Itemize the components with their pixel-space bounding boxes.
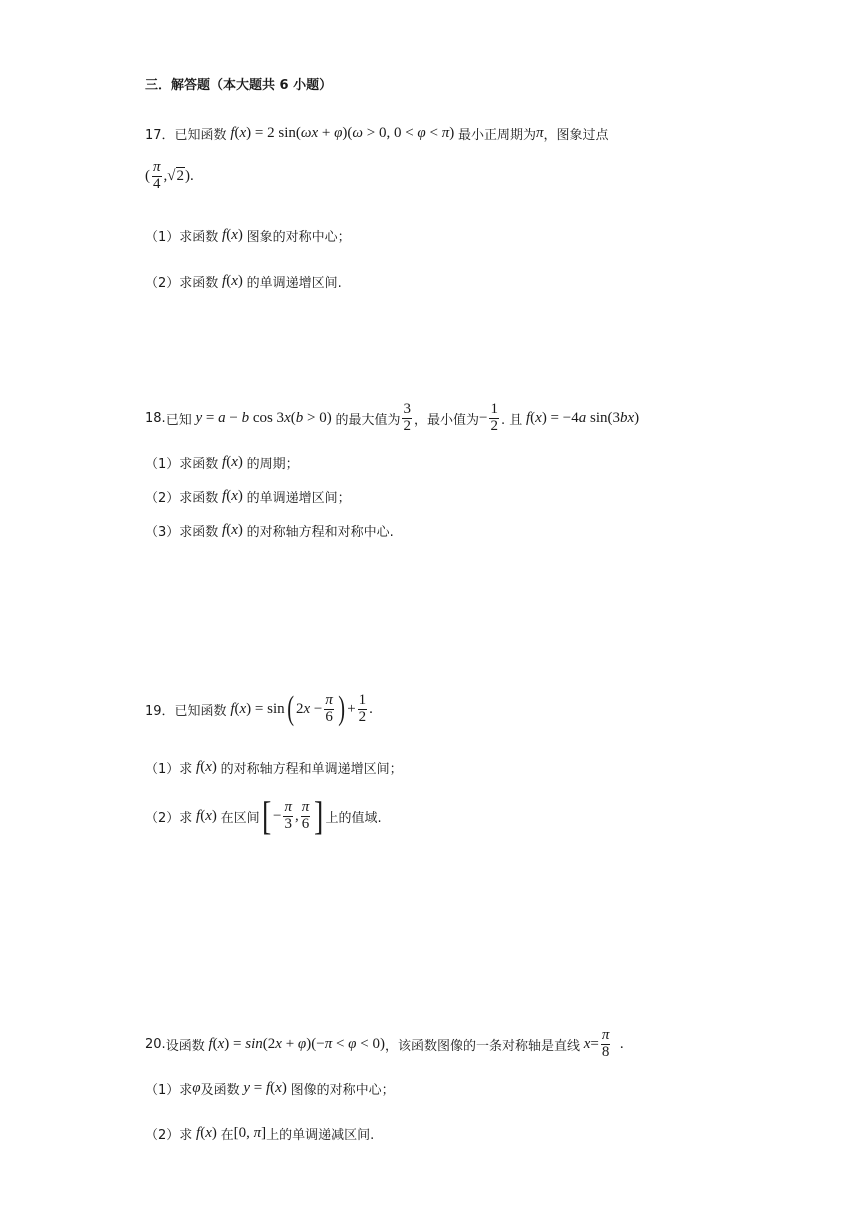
question-20-part-1: [145, 1079, 395, 1098]
q19-one-half: $\frac{1}{2}$: [358, 691, 367, 725]
q19-part-2-lead: （2）求: [145, 810, 193, 826]
q20-interval: [0, π]: [233, 1125, 267, 1141]
q18-minus-sign: −: [478, 409, 488, 426]
q17-part-1-fx: f(x): [222, 227, 247, 243]
q19-right-paren: ): [338, 690, 345, 727]
q18-part-2-lead: （2）求函数: [145, 491, 219, 506]
q17-function-formula: f(x) = 2 sin(ωx + φ)(ω > 0, 0 < φ < π): [230, 125, 458, 141]
question-19-number: 19．: [145, 703, 175, 719]
q20-part-1-lead: （1）求: [145, 1083, 193, 1098]
q17-sqrt-2: √2: [167, 167, 184, 184]
q19-right-bracket: ]: [314, 793, 324, 838]
q19-interval-pi-over-6: $\frac{\pi}{6}$: [301, 798, 310, 832]
q18-min-value: $\frac{1}{2}$: [490, 401, 498, 434]
q19-part-1-lead: （1）求: [145, 762, 193, 777]
question-17-point: [145, 160, 194, 193]
q19-plus: +: [347, 700, 356, 717]
q20-equals-sign: =: [590, 1035, 599, 1052]
q19-2x-minus: 2x −: [295, 700, 323, 717]
question-20-lead: 设函数: [165, 1038, 205, 1054]
question-18-part-3: [145, 521, 394, 540]
q17-part-1-tail: 图象的对称中心；: [246, 230, 351, 245]
question-18-part-2: [145, 487, 351, 506]
question-18-number: 18.: [145, 410, 166, 426]
q18-part-3-tail: 的对称轴方程和对称中心.: [246, 525, 394, 540]
q20-formula: f(x) = sin(2x + φ)(−π < φ < 0): [208, 1035, 385, 1052]
question-17-lead: 已知函数: [174, 128, 227, 143]
q20-part-1-mid: 及函数: [200, 1083, 240, 1098]
question-18-max-text: 的最大值为: [335, 412, 401, 428]
q19-part-1-tail: 的对称轴方程和单调递增区间；: [220, 762, 403, 777]
q18-part-1-tail: 的周期；: [246, 457, 299, 472]
section-title-text: 三．解答题（本大题共 6 小题）: [145, 78, 333, 93]
question-18-part-1: [145, 453, 299, 472]
q19-interval-minus: −: [272, 807, 282, 824]
q17-part-2-lead: （2）求函数: [145, 276, 219, 291]
question-18-stem: [145, 402, 639, 435]
question-20-mid: ，该函数图像的一条对称轴是直线: [384, 1038, 580, 1054]
question-20-number: 20.: [145, 1036, 166, 1052]
q20-period: .: [612, 1035, 624, 1052]
q17-pi-over-4: $\frac{\pi}{4}$: [153, 159, 161, 192]
q20-part-1-tail: 图像的对称中心；: [290, 1083, 395, 1098]
question-18-lead: 已知: [165, 412, 192, 428]
q18-part-1-fx: f(x): [222, 454, 247, 470]
question-20-stem: [145, 1028, 624, 1061]
q19-part-2-mid: 在区间: [220, 810, 260, 826]
question-17-tail: ，图象过点: [543, 128, 609, 143]
q19-left-bracket: [: [261, 793, 271, 838]
q18-part-2-fx: f(x): [222, 488, 247, 504]
q20-part-2-mid: 在: [220, 1128, 234, 1143]
q17-part-2-fx: f(x): [222, 273, 247, 289]
q20-x-equals: x: [579, 1035, 591, 1052]
q20-part-2-tail: 上的单调递减区间.: [266, 1128, 375, 1143]
q17-point-close: ).: [185, 167, 194, 184]
question-17-part-1: [145, 226, 351, 245]
question-19-part-1: [145, 758, 403, 777]
question-20-part-2: [145, 1124, 374, 1143]
q17-part-1-lead: （1）求函数: [145, 230, 219, 245]
q20-part-2-lead: （2）求: [145, 1128, 193, 1143]
q19-left-paren: (: [286, 690, 294, 727]
q18-part-2-tail: 的单调递增区间；: [246, 491, 351, 506]
q19-interval-comma: ,: [294, 807, 299, 824]
q20-part-2-fx: f(x): [196, 1125, 221, 1141]
q18-max-value: $\frac{3}{2}$: [403, 401, 411, 434]
q18-part-1-lead: （1）求函数: [145, 457, 219, 472]
q18-part-3-fx: f(x): [222, 522, 247, 538]
question-17-stem: [145, 124, 609, 143]
q19-period: .: [369, 700, 373, 717]
q19-formula-lhs: f(x) = sin: [230, 700, 285, 717]
q17-point-sep: ,: [163, 167, 168, 184]
question-18-min-text: ，最小值为: [413, 412, 479, 428]
question-18-and-text: . 且: [500, 412, 523, 428]
q17-part-2-tail: 的单调递增区间.: [246, 276, 342, 291]
question-17-part-2: [145, 272, 342, 291]
q19-pi-over-6: $\frac{\pi}{6}$: [325, 691, 333, 725]
q19-part-1-fx: f(x): [196, 759, 221, 775]
question-19-stem: [145, 692, 373, 726]
question-17-condition: 最小正周期为: [457, 128, 536, 143]
q18-formula-f: f(x) = −4a sin(3bx): [525, 409, 640, 426]
q20-part-1-formula: y = f(x): [243, 1080, 291, 1096]
question-19-lead: 已知函数: [174, 703, 227, 719]
question-17-number: 17．: [145, 128, 175, 143]
q19-part-2-fx: f(x): [196, 807, 221, 824]
q20-pi-over-8: $\frac{\pi}{8}$: [601, 1027, 610, 1060]
q20-phi: φ: [192, 1080, 201, 1096]
q18-formula-y: y = a − b cos 3x(b > 0): [195, 409, 336, 426]
q18-part-3-lead: （3）求函数: [145, 525, 219, 540]
q17-point-open: (: [145, 167, 150, 184]
q19-part-2-tail: 上的值域.: [325, 810, 382, 826]
question-19-part-2: [145, 793, 382, 838]
q17-pi: π: [535, 125, 544, 141]
q19-pi-over-3: $\frac{\pi}{3}$: [284, 798, 292, 832]
section-title: [145, 74, 332, 93]
